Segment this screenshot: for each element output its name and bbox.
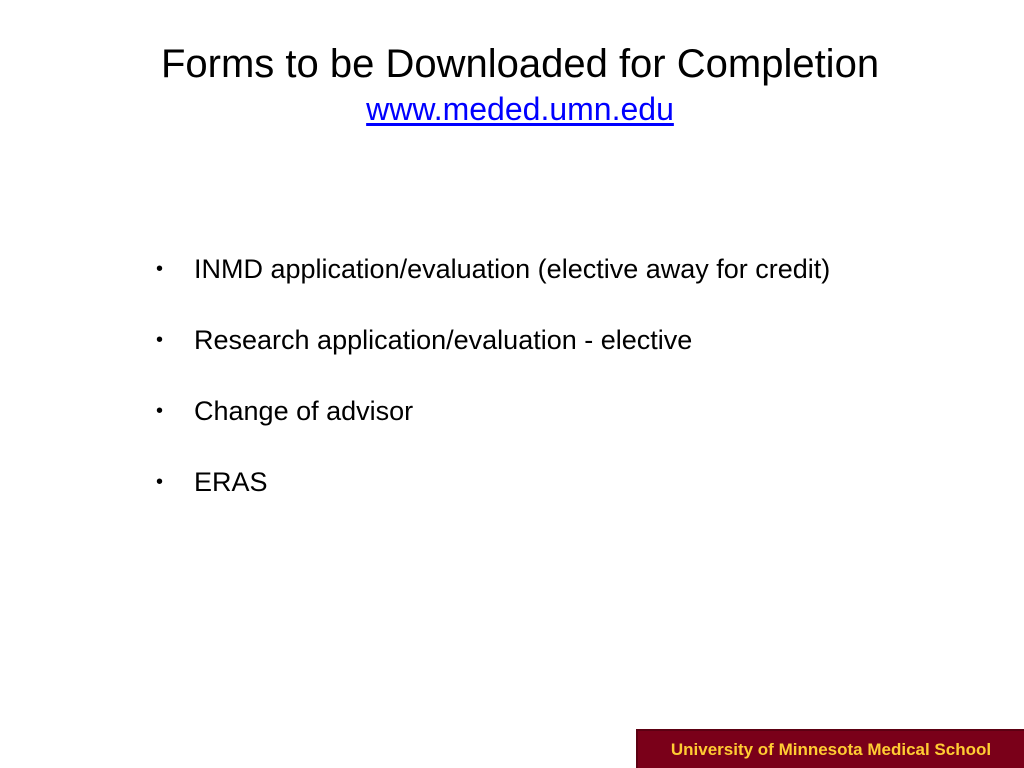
bullet-icon: • — [156, 258, 164, 280]
list-item-text: INMD application/evaluation (elective away for credit) — [194, 254, 831, 284]
title-block — [0, 40, 1024, 128]
list-item-text: ERAS — [194, 467, 268, 497]
list-item — [152, 463, 872, 502]
slide-title: Forms to be Downloaded for Completion — [160, 42, 880, 86]
list-item-text: Change of advisor — [194, 396, 414, 426]
university-footer-banner — [636, 729, 1024, 768]
bullet-list — [152, 250, 872, 534]
bullet-icon: • — [156, 471, 164, 493]
bullet-icon: • — [156, 329, 164, 351]
list-item-text: Research application/evaluation - elective — [194, 325, 693, 355]
footer-banner-text: University of Minnesota Medical School — [670, 739, 992, 759]
list-item — [152, 321, 872, 360]
list-item — [152, 392, 872, 431]
list-item — [152, 250, 872, 289]
website-link[interactable]: www.meded.umn.edu — [366, 91, 674, 127]
bullet-icon: • — [156, 400, 164, 422]
